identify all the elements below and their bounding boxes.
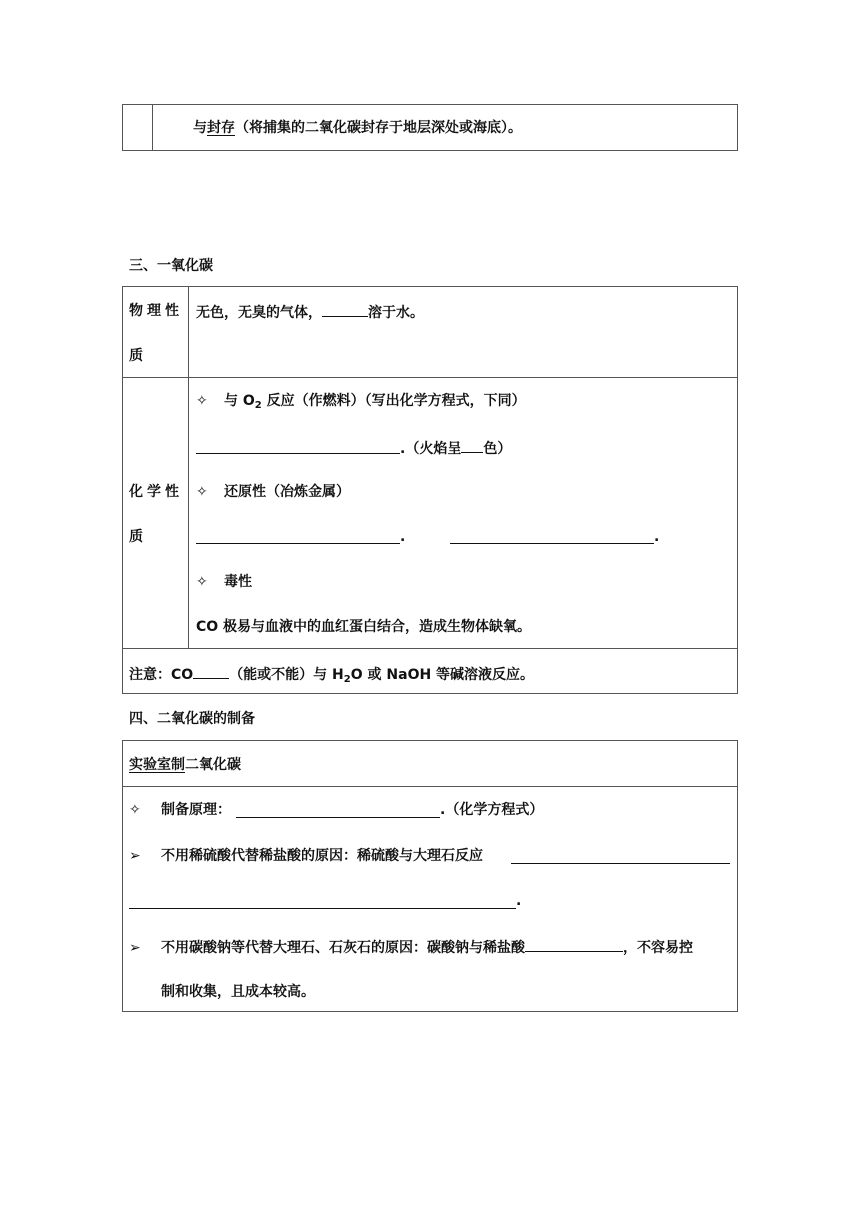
section4-heading: 四、二氧化碳的制备: [129, 711, 255, 727]
diamond-bullet-icon: ✧: [196, 484, 208, 500]
toxicity-item: ✧ 毒性: [196, 574, 252, 590]
reduction-equation-blank-1[interactable]: [196, 543, 400, 544]
diamond-bullet-icon: ✧: [196, 393, 208, 409]
reduction-dot-1: .: [400, 529, 406, 545]
na2co3-reason-blank[interactable]: [525, 937, 623, 952]
lab-prep-title: 实验室制二氧化碳: [129, 757, 241, 773]
solubility-blank[interactable]: [322, 302, 368, 317]
na2co3-reason-item: ➢ 不用碳酸钠等代替大理石、石灰石的原因：碳酸钠与稀盐酸 ，不容易控: [129, 937, 693, 957]
storage-term: 封存: [207, 120, 235, 136]
reduction-dot-2: .: [654, 529, 660, 545]
phys-text: 无色，无臭的气体， 溶于水。: [196, 302, 424, 322]
co2-prep-table: [122, 740, 738, 1012]
principle-item: ✧ 制备原理：: [129, 802, 231, 818]
top-table-divider: [152, 104, 153, 151]
storage-text: 与封存（将捕集的二氧化碳封存于地层深处或海底）。: [193, 120, 522, 136]
arrow-bullet-icon: ➢: [129, 940, 141, 956]
arrow-bullet-icon: ➢: [129, 848, 141, 864]
co-table-col-divider: [188, 286, 189, 648]
flame-color-blank[interactable]: [461, 438, 483, 453]
co2-prep-header-divider: [122, 786, 738, 787]
na2co3-reason-cont: 制和收集，且成本较高。: [161, 984, 315, 1000]
h2so4-reason-blank-2[interactable]: [129, 908, 516, 909]
diamond-bullet-icon: ✧: [196, 574, 208, 590]
h2so4-reason-blank-1[interactable]: [511, 863, 730, 864]
co-reactivity-blank[interactable]: [193, 664, 229, 679]
phys-label-line1: 物理性: [129, 303, 183, 319]
h2so4-reason-item: ➢ 不用稀硫酸代替稀盐酸的原因：稀硫酸与大理石反应: [129, 848, 483, 864]
co-note: 注意：CO （能或不能）与 $H_2O$ 或 NaOH 等碱溶液反应。: [129, 664, 534, 689]
co-table-row-divider-1: [122, 377, 738, 378]
reduction-item: ✧ 还原性（冶炼金属）: [196, 484, 350, 500]
o2-equation-blank[interactable]: [196, 453, 400, 454]
phys-label-line2: 质: [129, 348, 143, 364]
chem-label-line1: 化学性: [129, 484, 183, 500]
flame-color-text: .（火焰呈 色）: [400, 438, 511, 458]
chem-label-line2: 质: [129, 529, 143, 545]
section3-heading: 三、一氧化碳: [129, 258, 213, 274]
principle-equation-blank[interactable]: [236, 817, 440, 818]
principle-suffix: .（化学方程式）: [440, 802, 544, 818]
co-table-row-divider-2: [122, 648, 738, 649]
reduction-equation-blank-2[interactable]: [450, 543, 654, 544]
o2-reaction-item: ✧ 与 $O_2$ 反应（作燃料）（写出化学方程式，下同）: [196, 393, 526, 411]
diamond-bullet-icon: ✧: [129, 802, 141, 818]
h2so4-reason-dot: .: [516, 893, 522, 909]
toxicity-description: CO 极易与血液中的血红蛋白结合，造成生物体缺氧。: [196, 619, 532, 635]
